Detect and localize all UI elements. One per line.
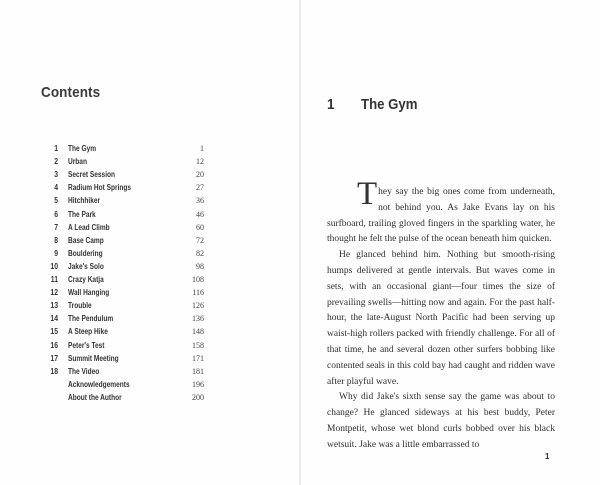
contents-entry-title: The Park xyxy=(68,209,96,219)
contents-entry-number: 7 xyxy=(54,222,58,232)
contents-entry-number: 3 xyxy=(54,170,58,180)
contents-entry-number: 10 xyxy=(50,261,58,271)
contents-entry-page: 158 xyxy=(192,340,204,350)
contents-entry xyxy=(0,366,300,378)
contents-entry-title: A Lead Climb xyxy=(68,222,110,232)
contents-entry-title: About the Author xyxy=(68,392,122,402)
chapter-body xyxy=(327,176,555,454)
contents-entry-title: Acknowledgements xyxy=(68,379,130,389)
contents-entry-number: 5 xyxy=(54,196,58,206)
contents-entry-page: 36 xyxy=(196,196,204,206)
contents-entry-title: Radium Hot Springs xyxy=(68,183,132,193)
contents-entry-number: 9 xyxy=(54,248,58,258)
contents-entry-title: Hitchhiker xyxy=(68,196,101,206)
contents-entry xyxy=(0,235,300,247)
chapter-paragraph: He glanced behind him. Nothing but smooth-rising humps delivered at gentle intervals. But waves come in sets, with an occasional giant—four times the size of prevailing swells—hitting now and again. For the past half-hour, the late-August North Pacific had been serving up waist-high rollers packed with friendly challenge. For all of that time, he and several dozen other surfers bobbing like contented seals in this cold bay had caught and ridden wave after playful wave. xyxy=(327,250,555,387)
contents-entry-title: Bouldering xyxy=(68,248,103,258)
contents-entry-title: The Gym xyxy=(68,144,97,153)
contents-entry-page: 136 xyxy=(192,314,204,324)
chapter-paragraph xyxy=(327,176,555,248)
contents-entry xyxy=(0,209,300,221)
contents-entry-number: 18 xyxy=(50,366,58,376)
contents-entry-page: 126 xyxy=(192,301,204,311)
contents-entry xyxy=(0,326,300,338)
contents-entry-page: 196 xyxy=(192,379,204,389)
contents-entry-page: 200 xyxy=(192,392,204,402)
contents-entry xyxy=(0,274,300,286)
contents-entry-page: 108 xyxy=(192,275,204,284)
contents-entry-page: 12 xyxy=(196,157,204,167)
chapter-paragraph: Why did Jake's sixth sense say the game was about to change? He glanced sideways at his best buddy, Peter Montpetit, whose wet blond curls bobbed over his black wetsuit. Jake was a little embarrassed to xyxy=(327,392,555,450)
contents-entry-number: 1 xyxy=(54,144,58,153)
contents-entry-number: 14 xyxy=(50,314,58,324)
contents-entry xyxy=(0,222,300,234)
contents-entry xyxy=(0,143,300,155)
contents-entry-page: 46 xyxy=(196,209,204,219)
contents-entry-title: Secret Session xyxy=(68,170,116,180)
contents-entry xyxy=(0,182,300,194)
contents-entry-page: 60 xyxy=(196,222,204,232)
contents-entry xyxy=(0,392,300,404)
contents-entry xyxy=(0,287,300,299)
contents-entry-page: 171 xyxy=(192,353,204,363)
contents-entry-title: The Video xyxy=(68,366,100,376)
contents-entry-number: 13 xyxy=(50,301,58,311)
contents-entry-title: Base Camp xyxy=(68,235,104,245)
contents-entry xyxy=(0,261,300,273)
contents-heading: Contents xyxy=(41,84,101,101)
contents-entry-title: Urban xyxy=(68,157,87,167)
contents-entry-page: 181 xyxy=(192,366,204,376)
first-paragraph-text: hey say the big ones come from underneath, not behind you. As Jake Evans lay on his surfboard, trailing gloved fingers in the sparkling water, he thought he felt the pulse of the ocean beneath him quicken. xyxy=(327,187,555,245)
contents-entry-number: 17 xyxy=(50,353,58,363)
contents-entry-page: 1 xyxy=(200,144,204,153)
contents-entry xyxy=(0,195,300,207)
contents-entry xyxy=(0,313,300,325)
drop-cap: T xyxy=(357,176,378,212)
contents-entry-page: 27 xyxy=(196,183,204,193)
contents-entry-number: 4 xyxy=(54,183,58,193)
contents-entry-page: 72 xyxy=(196,235,204,245)
contents-entry-number: 12 xyxy=(50,288,58,298)
contents-entry xyxy=(0,156,300,168)
contents-entry xyxy=(0,340,300,352)
contents-entry-number: 2 xyxy=(54,157,58,167)
contents-entry-page: 148 xyxy=(192,327,204,337)
contents-entry-number: 15 xyxy=(50,327,58,337)
contents-entry-page: 98 xyxy=(196,261,204,271)
contents-entry-number: 8 xyxy=(54,235,58,245)
contents-entry-title: Peter's Test xyxy=(68,340,105,350)
contents-entry-title: A Steep Hike xyxy=(68,327,108,337)
contents-entry-page: 20 xyxy=(196,170,204,180)
contents-entry xyxy=(0,379,300,391)
page-number: 1 xyxy=(545,452,550,461)
contents-entry-title: Wall Hanging xyxy=(68,288,110,298)
contents-entry xyxy=(0,353,300,365)
contents-entry-page: 82 xyxy=(196,248,204,258)
contents-entry-title: Jake's Solo xyxy=(68,261,104,271)
contents-entry xyxy=(0,248,300,260)
contents-entry xyxy=(0,300,300,312)
contents-entry-number: 11 xyxy=(50,275,58,284)
contents-entry-title: Crazy Katja xyxy=(68,275,104,284)
contents-entry-title: Summit Meeting xyxy=(68,353,119,363)
chapter-number: 1 xyxy=(327,96,335,113)
contents-entry-number: 6 xyxy=(54,209,58,219)
contents-entry-title: The Pendulum xyxy=(68,314,114,324)
chapter-title: The Gym xyxy=(361,96,418,113)
contents-entry-number: 16 xyxy=(50,340,58,350)
contents-entry-page: 116 xyxy=(192,288,204,298)
contents-entry xyxy=(0,169,300,181)
contents-entry-title: Trouble xyxy=(68,301,92,311)
